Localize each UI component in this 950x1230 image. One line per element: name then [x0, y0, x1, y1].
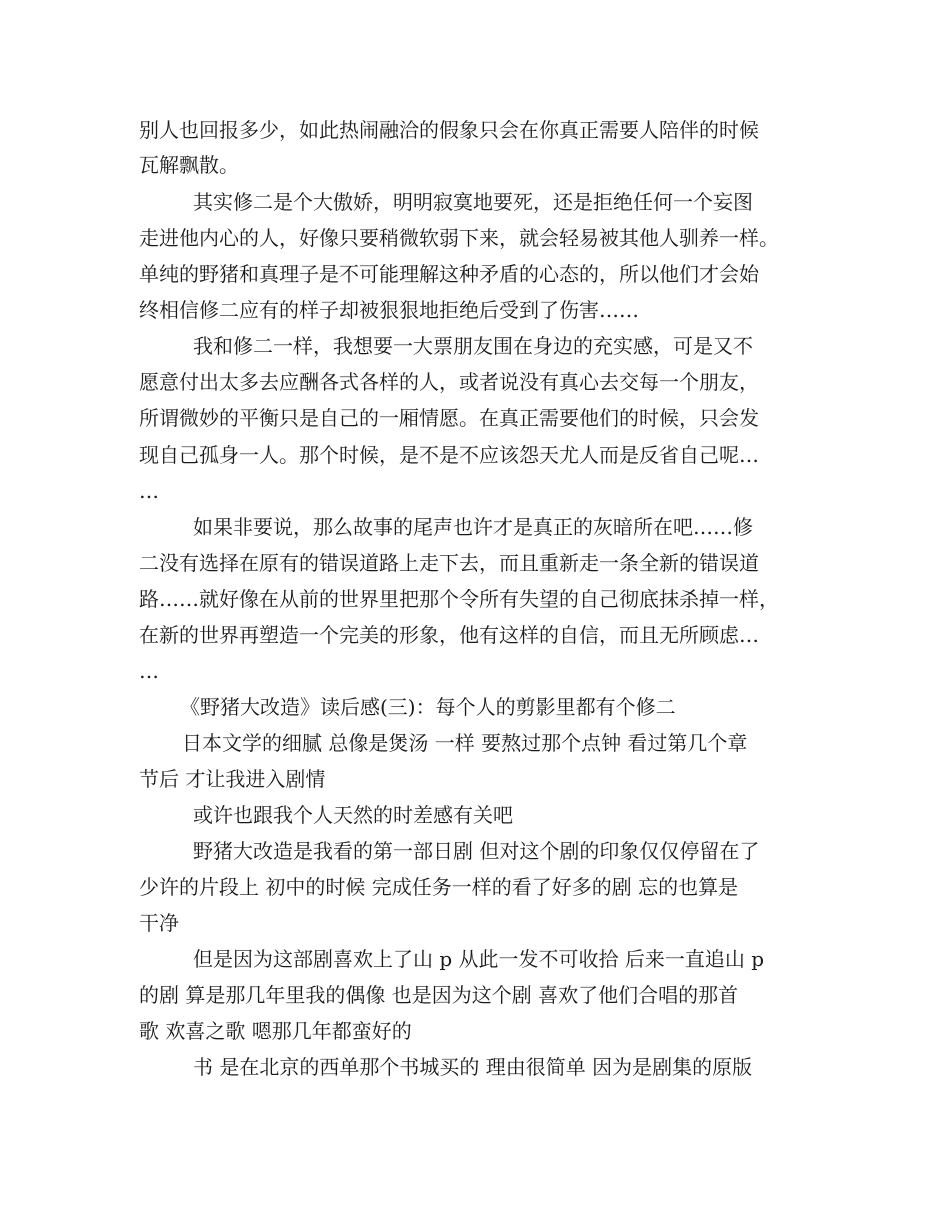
text-line: 少许的片段上 初中的时候 完成任务一样的看了好多的剧 忘的也算是	[139, 875, 739, 899]
text-line: 我和修二一样，我想要一大票朋友围在身边的充实感，可是又不	[193, 334, 753, 358]
text-line: 愿意付出太多去应酬各式各样的人，或者说没有真心去交每一个朋友，	[139, 370, 759, 394]
section-heading: 《野猪大改造》读后感(三)：每个人的剪影里都有个修二	[180, 695, 676, 719]
text-line: 的剧 算是那几年里我的偶像 也是因为这个剧 喜欢了他们合唱的那首	[139, 983, 739, 1007]
text-line: 但是因为这部剧喜欢上了山 p 从此一发不可收拾 后来一直追山 p	[193, 947, 765, 971]
text-line: 干净	[139, 911, 179, 935]
text-line: 歌 欢喜之歌 嗯那几年都蛮好的	[139, 1019, 412, 1043]
text-line: …	[139, 479, 159, 503]
text-line: 所谓微妙的平衡只是自己的一厢情愿。在真正需要他们的时候，只会发	[139, 406, 759, 430]
text-line: …	[139, 659, 159, 683]
text-line: 在新的世界再塑造一个完美的形象，他有这样的自信，而且无所顾虑…	[139, 623, 759, 647]
text-line: 节后 才让我进入剧情	[139, 767, 326, 791]
text-line: 野猪大改造是我看的第一部日剧 但对这个剧的印象仅仅停留在了	[193, 839, 760, 863]
text-line: 现自己孤身一人。那个时候，是不是不应该怨天尤人而是反省自己呢…	[139, 443, 759, 467]
text-line: 别人也回报多少，如此热闹融洽的假象只会在你真正需要人陪伴的时候	[139, 118, 759, 142]
text-line: 或许也跟我个人天然的时差感有关吧	[193, 803, 513, 827]
text-line: 路……就好像在从前的世界里把那个令所有失望的自己彻底抹杀掉一样，	[139, 587, 779, 611]
text-line: 终相信修二应有的样子却被狠狠地拒绝后受到了伤害……	[139, 298, 639, 322]
text-line: 如果非要说，那么故事的尾声也许才是真正的灰暗所在吧……修	[193, 515, 753, 539]
text-line: 瓦解飘散。	[139, 153, 239, 177]
text-line: 走进他内心的人，好像只要稍微软弱下来，就会轻易被其他人驯养一样。	[139, 226, 779, 250]
text-line: 书 是在北京的西单那个书城买的 理由很简单 因为是剧集的原版	[193, 1055, 753, 1079]
text-line: 二没有选择在原有的错误道路上走下去，而且重新走一条全新的错误道	[139, 551, 759, 575]
text-line: 单纯的野猪和真理子是不可能理解这种矛盾的心态的，所以他们才会始	[139, 262, 759, 286]
text-line: 其实修二是个大傲娇，明明寂寞地要死，还是拒绝任何一个妄图	[193, 190, 753, 214]
text-line: 日本文学的细腻 总像是煲汤 一样 要熬过那个点钟 看过第几个章	[182, 731, 748, 755]
